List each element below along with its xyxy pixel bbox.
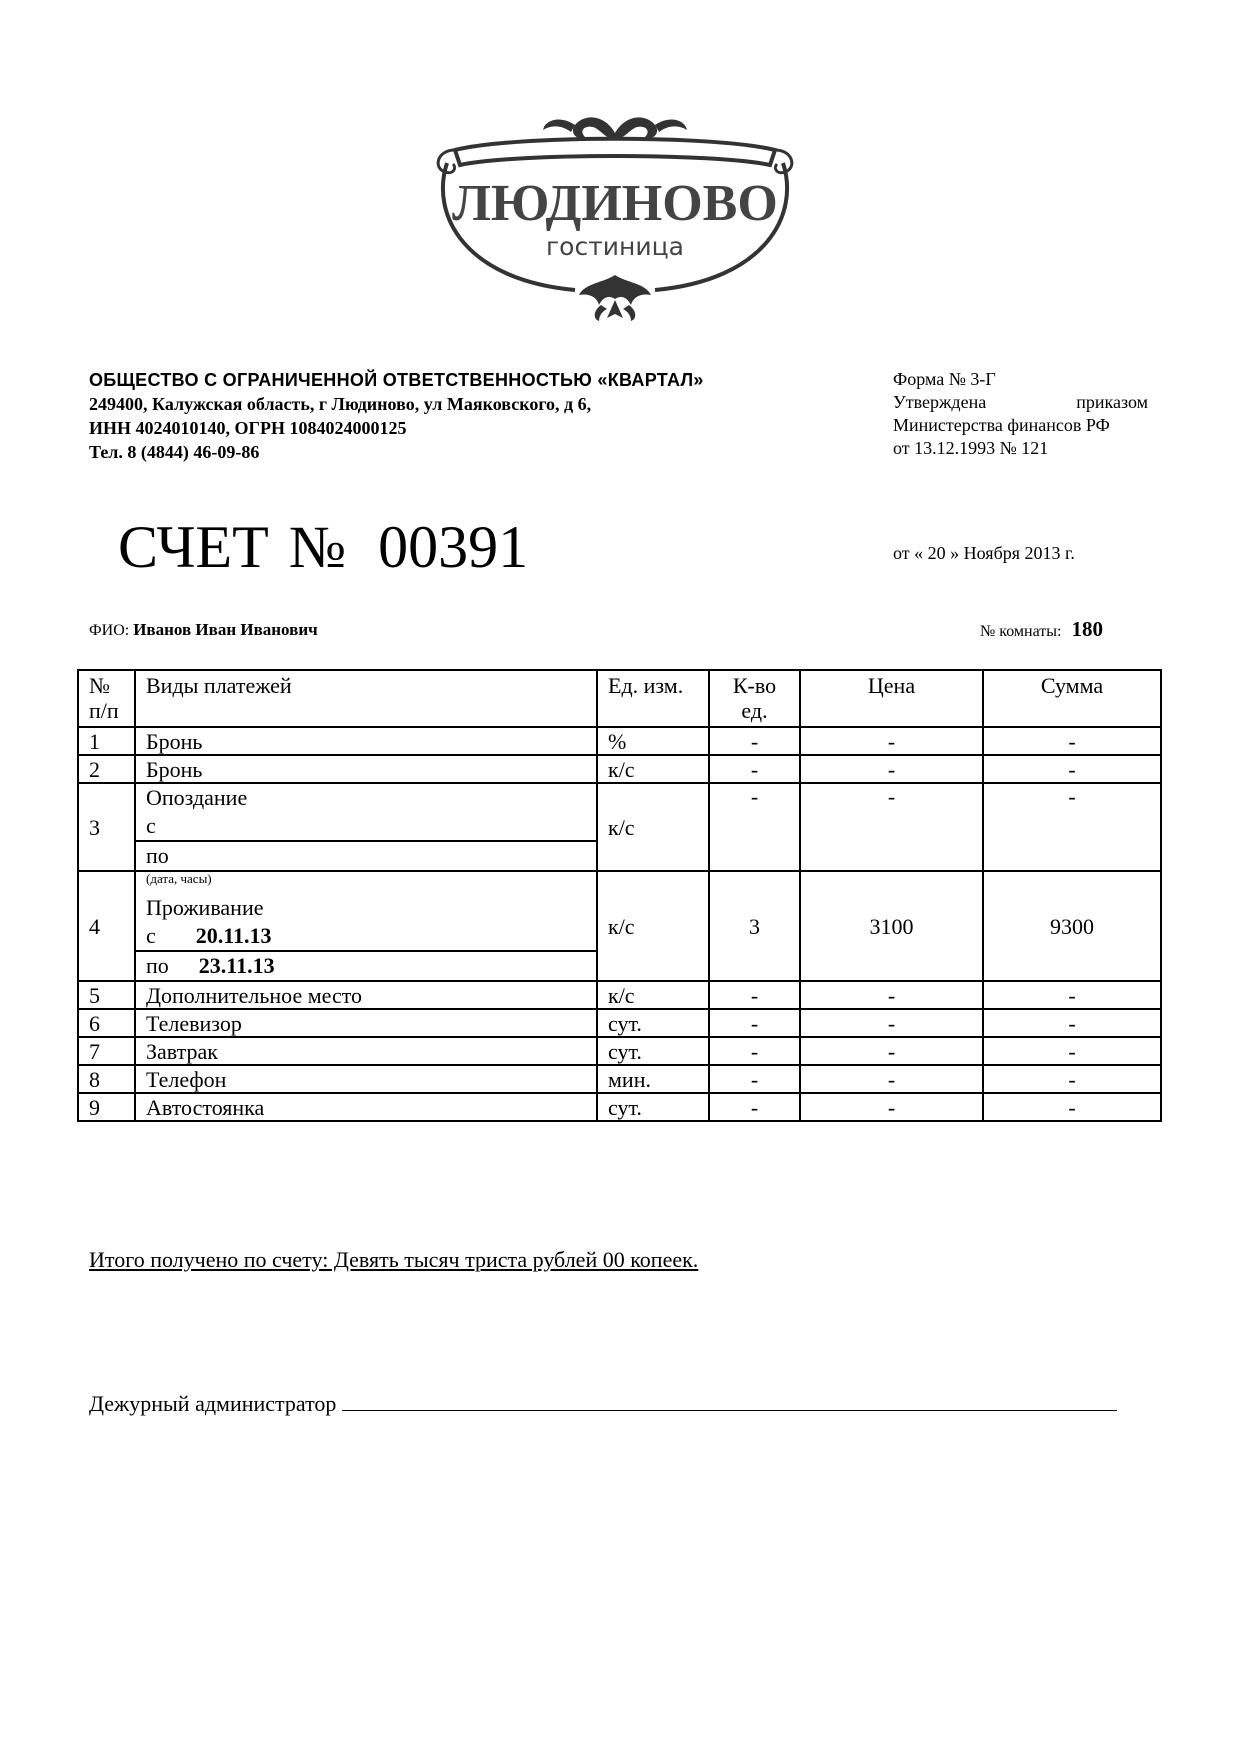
row-sum: - — [983, 1065, 1161, 1093]
row-sum: - — [983, 783, 1161, 871]
fio-value: Иванов Иван Иванович — [133, 620, 318, 639]
row-unit: к/с — [597, 783, 709, 871]
table-row — [78, 755, 1161, 783]
table-row — [78, 871, 1161, 981]
row-qty: - — [709, 1065, 800, 1093]
row-to: по — [146, 953, 169, 978]
row-name: Опоздание — [146, 785, 248, 810]
guest-fio — [89, 620, 318, 640]
row-qty: - — [709, 1093, 800, 1121]
row-name: Телефон — [135, 1065, 597, 1093]
row-price: - — [800, 1065, 983, 1093]
logo-subtitle: гостиница — [546, 232, 684, 261]
invoice-no-sign: № — [288, 514, 347, 580]
row-name-cell — [135, 871, 597, 981]
row-to-value: 23.11.13 — [198, 953, 275, 978]
row-price: - — [800, 1009, 983, 1037]
table-header-row — [78, 670, 1161, 727]
row-qty: - — [709, 1009, 800, 1037]
row-num: 2 — [78, 755, 135, 783]
row-num: 4 — [78, 871, 135, 981]
form-info — [893, 368, 1148, 460]
row-from: с — [146, 923, 156, 948]
row-unit: мин. — [597, 1065, 709, 1093]
form-approved-right: приказом — [1076, 392, 1148, 412]
payments-table — [77, 669, 1162, 1122]
header-sum: Сумма — [983, 670, 1161, 727]
row-qty: - — [709, 981, 800, 1009]
row-num: 9 — [78, 1093, 135, 1121]
table-row — [78, 783, 1161, 871]
form-approved — [893, 391, 1148, 414]
row-num: 5 — [78, 981, 135, 1009]
row-to: по — [136, 840, 596, 870]
row-num: 7 — [78, 1037, 135, 1065]
row-name: Завтрак — [135, 1037, 597, 1065]
row-from: с — [146, 813, 156, 838]
table-row — [78, 1065, 1161, 1093]
table-row — [78, 1093, 1161, 1121]
organization-ids: ИНН 4024010140, ОГРН 1084024000125 — [89, 418, 407, 438]
row-qty: - — [709, 1037, 800, 1065]
row-price: - — [800, 727, 983, 755]
room-number — [980, 617, 1103, 642]
row-unit: сут. — [597, 1093, 709, 1121]
header-name: Виды платежей — [135, 670, 597, 727]
row-price: 3100 — [800, 871, 983, 981]
row-unit: % — [597, 727, 709, 755]
row-sum: - — [983, 755, 1161, 783]
row-name: Автостоянка — [135, 1093, 597, 1121]
admin-label: Дежурный администратор — [89, 1391, 337, 1416]
header-unit: Ед. изм. — [597, 670, 709, 727]
header-price: Цена — [800, 670, 983, 727]
header-num: № п/п — [78, 670, 135, 727]
row-unit: к/с — [597, 755, 709, 783]
form-approved-left: Утверждена — [893, 392, 987, 412]
row-unit: к/с — [597, 871, 709, 981]
organization-name: ОБЩЕСТВО С ОГРАНИЧЕННОЙ ОТВЕТСТВЕННОСТЬЮ «КВАРТАЛ» — [89, 370, 704, 390]
room-label: № комнаты: — [980, 623, 1062, 640]
table-row — [78, 1037, 1161, 1065]
row-price: - — [800, 1037, 983, 1065]
form-date: от 13.12.1993 № 121 — [893, 438, 1049, 458]
row-price: - — [800, 981, 983, 1009]
organization-address: 249400, Калужская область, г Людиново, ул Маяковского, д 6, — [89, 394, 592, 414]
row-num: 8 — [78, 1065, 135, 1093]
row-name: Телевизор — [135, 1009, 597, 1037]
row-qty: - — [709, 755, 800, 783]
signature-field[interactable] — [342, 1390, 1117, 1411]
row-price: - — [800, 783, 983, 871]
form-ministry: Министерства финансов РФ — [893, 415, 1110, 435]
row-to-line — [136, 950, 596, 980]
row-num: 6 — [78, 1009, 135, 1037]
invoice-title — [118, 512, 528, 582]
row-qty: 3 — [709, 871, 800, 981]
row-sum: - — [983, 1093, 1161, 1121]
admin-signature-line — [89, 1390, 1117, 1417]
row-unit: сут. — [597, 1009, 709, 1037]
invoice-date: от « 20 » Ноября 2013 г. — [893, 543, 1075, 563]
total-received: Итого получено по счету: Девять тысяч триста рублей 00 копеек. — [89, 1247, 699, 1272]
fio-label: ФИО: — [89, 622, 130, 639]
row-sum: - — [983, 1009, 1161, 1037]
row-name: Бронь — [135, 727, 597, 755]
row-name: Бронь — [135, 755, 597, 783]
hotel-logo — [425, 105, 805, 330]
row-from-line — [136, 922, 596, 950]
row-name-cell — [135, 783, 597, 871]
row-sum: 9300 — [983, 871, 1161, 981]
row-from-value: 20.11.13 — [195, 923, 272, 948]
row-name: Дополнительное место — [135, 981, 597, 1009]
organization-block — [89, 368, 849, 464]
row-note: (дата, часы) — [146, 871, 212, 886]
row-price: - — [800, 755, 983, 783]
form-number: Форма № 3-Г — [893, 369, 996, 389]
invoice-word: СЧЕТ — [118, 514, 269, 580]
table-row — [78, 1009, 1161, 1037]
row-num: 1 — [78, 727, 135, 755]
logo-title: ЛЮДИНОВО — [452, 175, 778, 232]
row-unit: сут. — [597, 1037, 709, 1065]
row-sum: - — [983, 727, 1161, 755]
row-price: - — [800, 1093, 983, 1121]
invoice-number: 00391 — [378, 514, 529, 580]
row-name: Проживание — [146, 895, 264, 920]
header-qty: К-во ед. — [709, 670, 800, 727]
row-unit: к/с — [597, 981, 709, 1009]
row-sum: - — [983, 981, 1161, 1009]
organization-phone: Тел. 8 (4844) 46-09-86 — [89, 442, 260, 462]
room-value: 180 — [1071, 617, 1103, 641]
row-qty: - — [709, 727, 800, 755]
row-qty: - — [709, 783, 800, 871]
row-num: 3 — [78, 783, 135, 871]
table-row — [78, 727, 1161, 755]
row-sum: - — [983, 1037, 1161, 1065]
table-row — [78, 981, 1161, 1009]
